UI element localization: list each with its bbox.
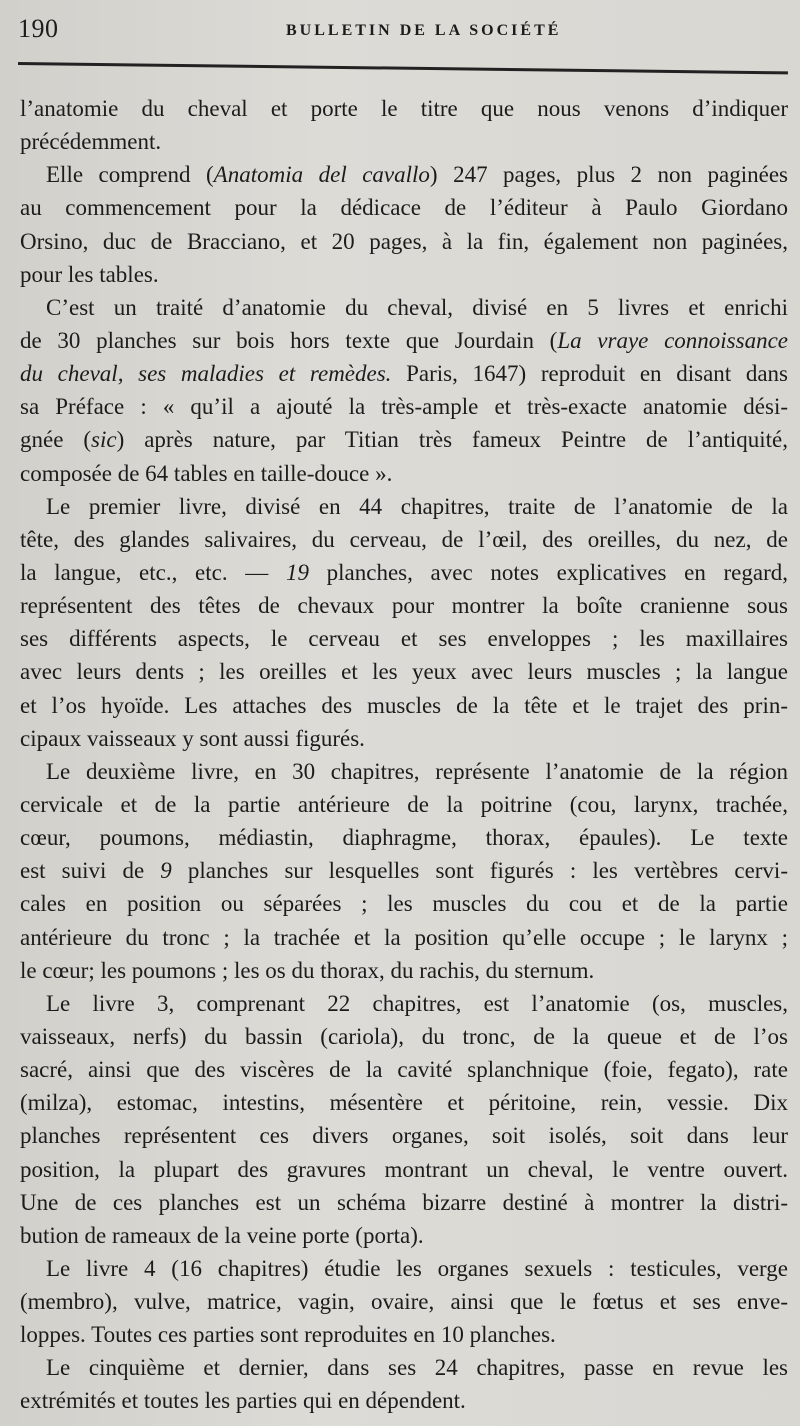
line-text-after: planches, avec notes explicatives en regard, — [308, 559, 788, 585]
text-line — [20, 1351, 788, 1384]
text-line — [20, 390, 788, 423]
line-text: antérieure du tronc ; la trachée et la position qu’elle occupe ; le larynx ; — [20, 924, 788, 950]
text-line — [20, 357, 788, 390]
line-italic-text: La vraye connoissance — [557, 327, 788, 353]
body-text — [20, 92, 788, 1418]
line-text: Le premier livre, divisé en 44 chapitres, traite de l’anatomie de la — [46, 493, 788, 519]
line-italic-text: du cheval, ses maladies et remèdes. — [20, 361, 392, 387]
text-line — [20, 457, 788, 490]
line-text: avec leurs dents ; les oreilles et les yeux avec leurs muscles ; la langue — [20, 659, 788, 685]
text-line — [20, 1318, 788, 1351]
text-line — [20, 987, 788, 1020]
line-text: Orsino, duc de Bracciano, et 20 pages, à la fin, également non paginées, — [20, 228, 788, 254]
line-italic-text: 9 — [160, 858, 172, 884]
line-text: tête, des glandes salivaires, du cerveau, de l’œil, des oreilles, du nez, de — [20, 526, 788, 552]
line-italic-text: 19 — [285, 559, 309, 585]
line-text: Le deuxième livre, en 30 chapitres, représente l’anatomie de la région — [46, 758, 788, 784]
text-line — [20, 1153, 788, 1186]
page-number: 190 — [18, 14, 59, 43]
text-line — [20, 258, 788, 291]
text-line — [20, 821, 788, 854]
text-line — [20, 1285, 788, 1318]
line-text: sacré, ainsi que des viscères de la cavité splanchnique (foie, fegato), rate — [20, 1057, 788, 1083]
text-line — [20, 921, 788, 954]
text-line — [20, 490, 788, 523]
text-line — [20, 622, 788, 655]
text-line — [20, 158, 788, 191]
text-line — [20, 788, 788, 821]
text-line — [20, 1119, 788, 1152]
line-text: Le livre 3, comprenant 22 chapitres, est l’anatomie (os, muscles, — [46, 990, 788, 1016]
text-line — [20, 324, 788, 357]
text-line — [20, 291, 788, 324]
line-text: extrémités et toutes les parties qui en dépendent. — [20, 1388, 466, 1414]
line-text: composée de 64 tables en taille-douce ». — [20, 460, 393, 486]
line-text: gnée ( — [20, 427, 92, 453]
text-line — [20, 887, 788, 920]
line-text: position, la plupart des gravures montrant un cheval, le ventre ouvert. — [20, 1156, 788, 1182]
text-line — [20, 689, 788, 722]
text-line — [20, 125, 788, 158]
line-text: représentent des têtes de chevaux pour montrer la boîte cranienne sous — [20, 593, 788, 619]
text-line — [20, 1186, 788, 1219]
running-head — [18, 10, 788, 50]
line-text-after: ) 247 pages, plus 2 non paginées — [429, 162, 788, 188]
line-text: l’anatomie du cheval et porte le titre que nous venons d’indiquer — [20, 96, 788, 121]
text-line — [20, 1086, 788, 1119]
text-line — [20, 423, 788, 456]
text-line — [20, 523, 788, 556]
text-line — [20, 92, 788, 125]
text-line — [20, 1384, 788, 1417]
line-text: cervicale et de la partie antérieure de la poitrine (cou, larynx, trachée, — [20, 791, 788, 817]
line-text: cipaux vaisseaux y sont aussi figurés. — [20, 725, 365, 751]
line-text-after: planches sur lesquelles sont figurés : les vertèbres cervi- — [171, 858, 788, 884]
line-text: est suivi de — [20, 858, 161, 884]
line-text: Le cinquième et dernier, dans ses 24 chapitres, passe en revue les — [46, 1355, 788, 1381]
text-line — [20, 1252, 788, 1285]
text-line — [20, 722, 788, 755]
line-text-after: Paris, 1647) reproduit en disant dans — [391, 361, 789, 387]
line-text: C’est un traité d’anatomie du cheval, divisé en 5 livres et enrichi — [46, 294, 788, 320]
line-text: planches représentent ces divers organes, soit isolés, soit dans leur — [20, 1123, 788, 1149]
line-text: sa Préface : « qu’il a ajouté la très-ample et très-exacte anatomie dési- — [20, 394, 788, 420]
line-text: bution de rameaux de la veine porte (porta). — [20, 1222, 424, 1248]
line-text: pour les tables. — [20, 261, 159, 287]
line-text: Le livre 4 (16 chapitres) étudie les organes sexuels : testicules, verge — [46, 1255, 788, 1281]
text-line — [20, 755, 788, 788]
line-text: et l’os hyoïde. Les attaches des muscles de la tête et le trajet des prin- — [20, 692, 788, 718]
line-text: cœur, poumons, médiastin, diaphragme, thorax, épaules). Le texte — [20, 825, 788, 851]
text-line — [20, 191, 788, 224]
text-line — [20, 589, 788, 622]
line-text: la langue, etc., etc. — — [20, 559, 286, 585]
journal-title: BULLETIN DE LA SOCIÉTÉ — [286, 22, 562, 39]
line-text: de 30 planches sur bois hors texte que Jourdain ( — [20, 327, 558, 353]
text-line — [20, 1053, 788, 1086]
line-text: Une de ces planches est un schéma bizarre destiné à montrer la distri- — [20, 1189, 788, 1215]
text-line — [20, 1219, 788, 1252]
line-text: loppes. Toutes ces parties sont reproduites en 10 planches. — [20, 1322, 556, 1348]
line-italic-text: sic — [91, 427, 117, 453]
line-text: (milza), estomac, intestins, mésentère et péritoine, rein, vessie. Dix — [20, 1090, 788, 1116]
text-line — [20, 655, 788, 688]
line-text: (membro), vulve, matrice, vagin, ovaire, ainsi que le fœtus et ses enve- — [20, 1289, 788, 1315]
line-text: le cœur; les poumons ; les os du thorax, du rachis, du sternum. — [20, 957, 595, 983]
line-text: précédemment. — [20, 129, 162, 155]
line-text: cales en position ou séparées ; les muscles du cou et de la partie — [20, 891, 788, 917]
text-line — [20, 556, 788, 589]
line-text-after: ) après nature, par Titian très fameux Peintre de l’antiquité, — [116, 427, 788, 453]
line-text: ses différents aspects, le cerveau et ses enveloppes ; les maxillaires — [20, 626, 788, 652]
line-text: vaisseaux, nerfs) du bassin (cariola), du tronc, de la queue et de l’os — [20, 1023, 788, 1049]
text-line — [20, 854, 788, 887]
text-line — [20, 1020, 788, 1053]
header-rule — [18, 62, 788, 74]
text-line — [20, 954, 788, 987]
text-line — [20, 225, 788, 258]
line-text: au commencement pour la dédicace de l’éditeur à Paulo Giordano — [20, 195, 788, 221]
line-italic-text: Anatomia del cavallo — [213, 162, 430, 188]
line-text: Elle comprend ( — [46, 162, 214, 188]
